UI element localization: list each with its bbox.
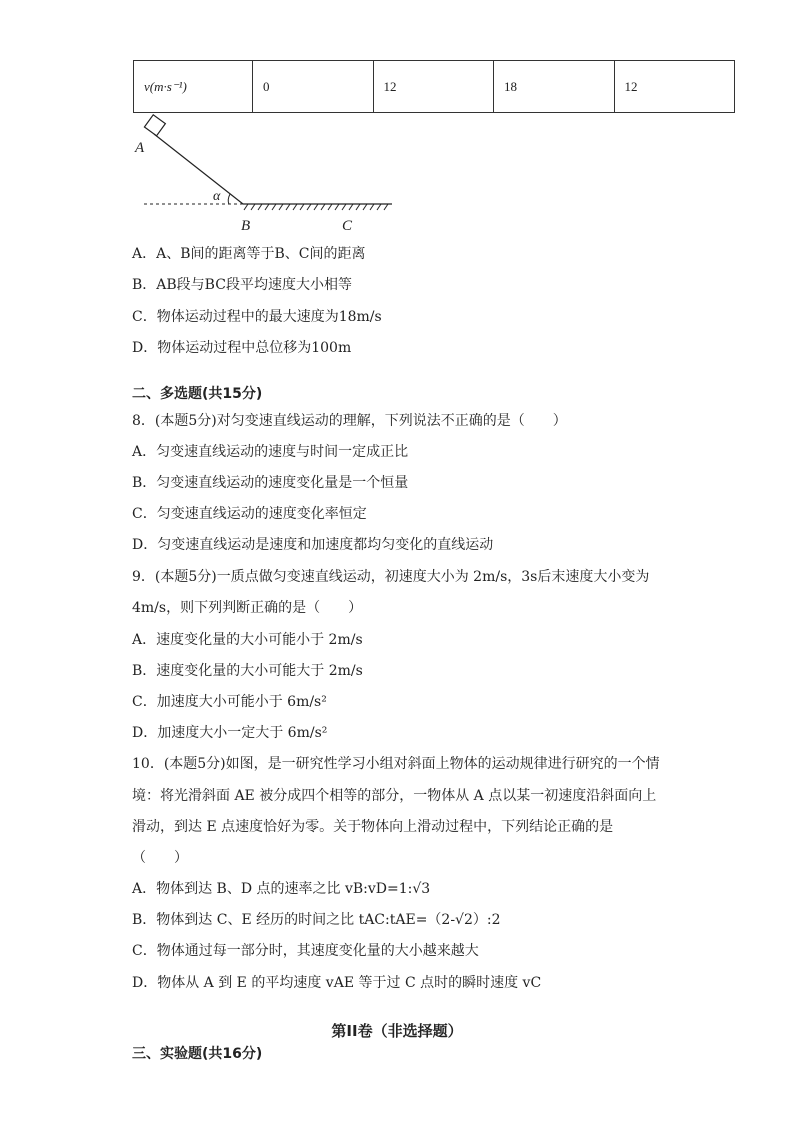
q10-stem-line-3: 滑动，到达 E 点速度恰好为零。关于物体向上滑动过程中，下列结论正确的是	[132, 819, 614, 835]
q9-option-b: B．速度变化量的大小可能大于 2m/s	[132, 663, 363, 679]
label-c: C	[342, 218, 353, 232]
q8-stem: 8．(本题5分)对匀变速直线运动的理解，下列说法不正确的是（ ）	[132, 413, 567, 429]
label-alpha: α	[213, 189, 221, 204]
q10-option-a: A．物体到达 B、D 点的速率之比 vB:vD=1:√3	[132, 881, 431, 897]
q7-option-a: A．A、B间的距离等于B、C间的距离	[132, 246, 366, 262]
q10-stem-line-4: （ ）	[132, 850, 188, 866]
q9-stem-line-2: 4m/s，则下列判断正确的是（ ）	[132, 600, 363, 616]
q7-option-c: C．物体运动过程中的最大速度为18m/s	[132, 309, 382, 325]
label-b: B	[241, 218, 251, 232]
table-cell: 12	[614, 61, 735, 113]
q10-option-b: B．物体到达 C、E 经历的时间之比 tAC:tAE=（2-√2）:2	[132, 912, 501, 928]
block-shape	[144, 115, 165, 136]
q10-stem-line-2: 境：将光滑斜面 AE 被分成四个相等的部分，一物体从 A 点以某一初速度沿斜面向上	[132, 788, 657, 804]
table-row	[134, 61, 735, 113]
q10-option-d: D．物体从 A 到 E 的平均速度 vAE 等于过 C 点时的瞬时速度 vC	[132, 975, 542, 991]
q8-option-d: D．匀变速直线运动是速度和加速度都均匀变化的直线运动	[132, 537, 494, 553]
ground-hatching	[244, 204, 388, 210]
table-cell: 18	[494, 61, 615, 113]
q8-option-a: A．匀变速直线运动的速度与时间一定成正比	[132, 444, 409, 460]
table-header-cell: v(m·s⁻¹)	[134, 61, 253, 113]
incline-line	[154, 134, 243, 204]
q8-option-c: C．匀变速直线运动的速度变化率恒定	[132, 506, 367, 522]
q9-option-c: C．加速度大小可能小于 6m/s²	[132, 694, 327, 710]
velocity-table	[133, 60, 735, 113]
angle-arc	[228, 194, 230, 204]
q10-option-c: C．物体通过每一部分时，其速度变化量的大小越来越大	[132, 943, 479, 959]
q7-option-d: D．物体运动过程中总位移为100m	[132, 340, 352, 356]
q10-stem-line-1: 10．(本题5分)如图，是一研究性学习小组对斜面上物体的运动规律进行研究的一个情	[132, 756, 660, 772]
q9-option-d: D．加速度大小一定大于 6m/s²	[132, 725, 328, 741]
q9-option-a: A．速度变化量的大小可能小于 2m/s	[132, 632, 363, 648]
part-2-title: 第II卷（非选择题）	[331, 1022, 463, 1040]
q8-option-b: B．匀变速直线运动的速度变化量是一个恒量	[132, 475, 409, 491]
section-2-title: 二、多选题(共15分)	[132, 386, 263, 402]
label-a: A	[135, 140, 145, 156]
table-cell: 0	[253, 61, 374, 113]
incline-figure	[130, 112, 410, 232]
q9-stem-line-1: 9．(本题5分)一质点做匀变速直线运动，初速度大小为 2m/s，3s后末速度大小变为	[132, 569, 650, 585]
q7-option-b: B．AB段与BC段平均速度大小相等	[132, 277, 352, 293]
table-cell: 12	[373, 61, 494, 113]
section-3-title: 三、实验题(共16分)	[132, 1046, 263, 1062]
